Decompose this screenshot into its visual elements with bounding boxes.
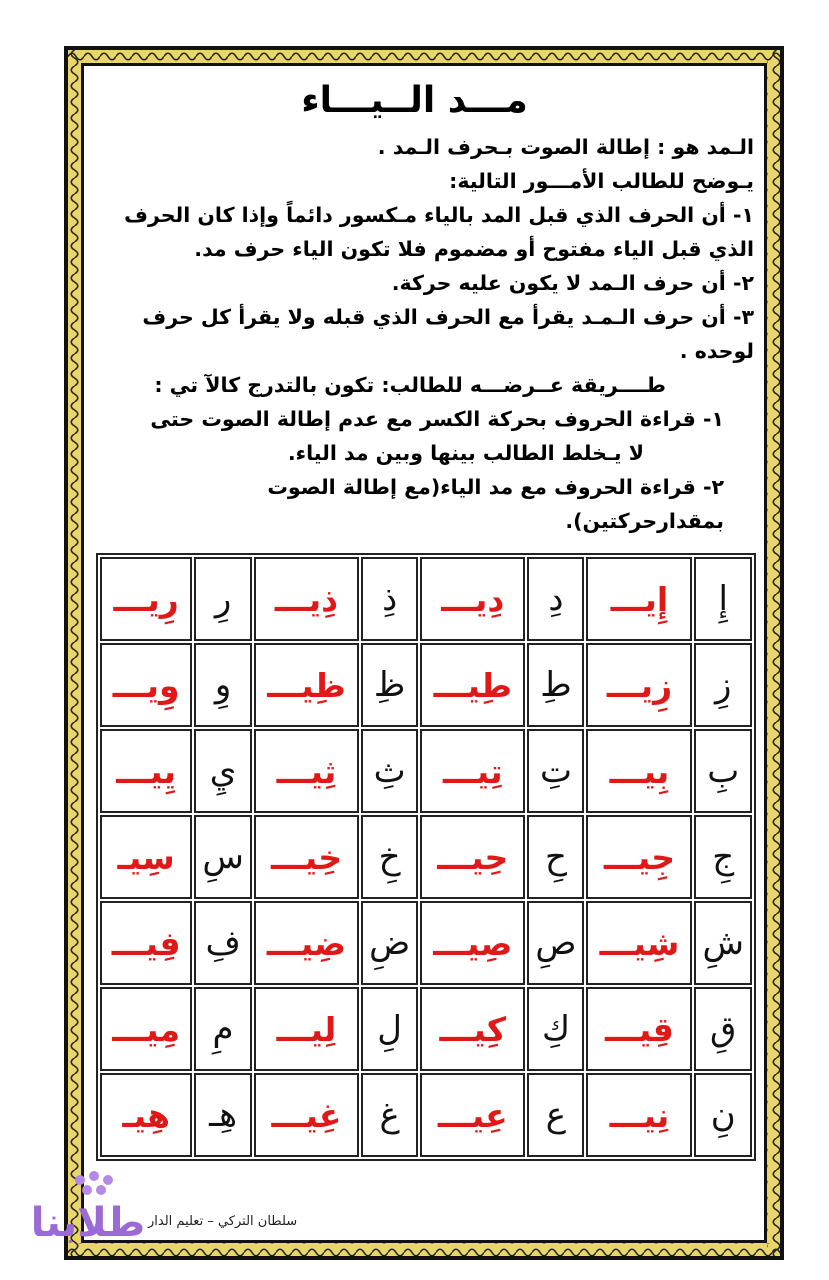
method-1a: ١- قراءة الحروف بحركة الكسر مع عدم إطالة الصوت حتى [150, 407, 724, 431]
rule-3: ٣- أن حرف الـمـد يقرأ مع الحرف الذي قبله ولا يقرأ كل حرف لوحده . [142, 305, 754, 363]
table-row [100, 901, 752, 985]
long-vowel-cell: زِيـــ [586, 643, 692, 727]
kasra-letter-cell: وِ [194, 643, 252, 727]
long-vowel-cell: جِيـــ [586, 815, 692, 899]
table-row [100, 1073, 752, 1157]
long-vowel-cell: نِيـــ [586, 1073, 692, 1157]
kasra-letter-cell: قِ [694, 987, 752, 1071]
long-vowel-cell: ثِيـــ [254, 729, 359, 813]
long-vowel-cell: صِيـــ [420, 901, 525, 985]
kasra-letter-cell: سِ [194, 815, 252, 899]
kasra-letter-cell: خِ [361, 815, 418, 899]
long-vowel-cell: كِيـــ [420, 987, 525, 1071]
definition-line: الـمد هو : إطالة الصوت بـحرف الـمد . [377, 135, 754, 159]
kasra-letter-cell: صِ [527, 901, 584, 985]
method-2: ٢- قراءة الحروف مع مد الياء(مع إطالة الصوت بمقدارحركتين). [267, 475, 724, 533]
long-vowel-cell: بِيـــ [586, 729, 692, 813]
table-row [100, 815, 752, 899]
long-vowel-cell: حِيـــ [420, 815, 525, 899]
long-vowel-cell: تِيـــ [420, 729, 525, 813]
kasra-letter-cell: إِ [694, 557, 752, 641]
kasra-letter-cell: دِ [527, 557, 584, 641]
table-row [100, 729, 752, 813]
kasra-letter-cell: طِ [527, 643, 584, 727]
lesson-text [118, 130, 754, 538]
kasra-letter-cell: ضِ [361, 901, 418, 985]
long-vowel-cell: دِيـــ [420, 557, 525, 641]
logo-text: طلابنا [30, 1200, 146, 1246]
long-vowel-cell: عِيـــ [420, 1073, 525, 1157]
kasra-letter-cell: رِ [194, 557, 252, 641]
long-vowel-cell: هِيـ [100, 1073, 192, 1157]
site-logo [22, 1164, 150, 1248]
table-row [100, 643, 752, 727]
kasra-letter-cell: ثِ [361, 729, 418, 813]
rule-2: ٢- أن حرف الـمد لا يكون عليه حركة. [391, 271, 754, 295]
kasra-letter-cell: فِ [194, 901, 252, 985]
long-vowel-cell: شِيـــ [586, 901, 692, 985]
kasra-letter-cell: زِ [694, 643, 752, 727]
method-title: طــــريقة عــرضـــه للطالب: تكون بالتدرج كالآ تي : [154, 373, 666, 397]
long-vowel-cell: فِيـــ [100, 901, 192, 985]
page-title: مـــد الــيـــاء [301, 80, 528, 121]
kasra-letter-cell: يِ [194, 729, 252, 813]
kasra-letter-cell: شِ [694, 901, 752, 985]
kasra-letter-cell: كِ [527, 987, 584, 1071]
long-vowel-cell: يِيـــ [100, 729, 192, 813]
footer-credit: سلطان التركي – تعليم الدار [148, 1214, 298, 1229]
kasra-letter-cell: مِ [194, 987, 252, 1071]
kasra-letter-cell: ع [527, 1073, 584, 1157]
long-vowel-cell: طِيـــ [420, 643, 525, 727]
kasra-letter-cell: نِ [694, 1073, 752, 1157]
kasra-letter-cell: غ [361, 1073, 418, 1157]
kasra-letter-cell: حِ [527, 815, 584, 899]
kasra-letter-cell: ظِ [361, 643, 418, 727]
kasra-letter-cell: ذِ [361, 557, 418, 641]
rule-1: ١- أن الحرف الذي قبل المد بالياء مـكسور دائماً وإذا كان الحرف الذي قبل الياء مفتوح أو مضموم فلا تكون الياء حرف مد. [124, 203, 754, 261]
kasra-letter-cell: لِ [361, 987, 418, 1071]
method-1b: لا يـخلط الطالب بينها وبين مد الياء. [287, 441, 644, 465]
long-vowel-cell: ضِيـــ [254, 901, 359, 985]
long-vowel-cell: ذِيـــ [254, 557, 359, 641]
long-vowel-cell: خِيـــ [254, 815, 359, 899]
long-vowel-cell: ظِيـــ [254, 643, 359, 727]
long-vowel-cell: رِيـــ [100, 557, 192, 641]
kasra-letter-cell: تِ [527, 729, 584, 813]
letters-table [96, 553, 756, 1161]
kasra-letter-cell: بِ [694, 729, 752, 813]
long-vowel-cell: قِيـــ [586, 987, 692, 1071]
long-vowel-cell: لِيـــ [254, 987, 359, 1071]
long-vowel-cell: إِيـــ [586, 557, 692, 641]
table-row [100, 987, 752, 1071]
long-vowel-cell: وِيـــ [100, 643, 192, 727]
table-row [100, 557, 752, 641]
kasra-letter-cell: جِ [694, 815, 752, 899]
long-vowel-cell: غِيـــ [254, 1073, 359, 1157]
long-vowel-cell: مِيـــ [100, 987, 192, 1071]
kasra-letter-cell: هِـ [194, 1073, 252, 1157]
intro-line: يـوضح للطالب الأمـــور التالية: [449, 169, 754, 193]
long-vowel-cell: سِيـ [100, 815, 192, 899]
